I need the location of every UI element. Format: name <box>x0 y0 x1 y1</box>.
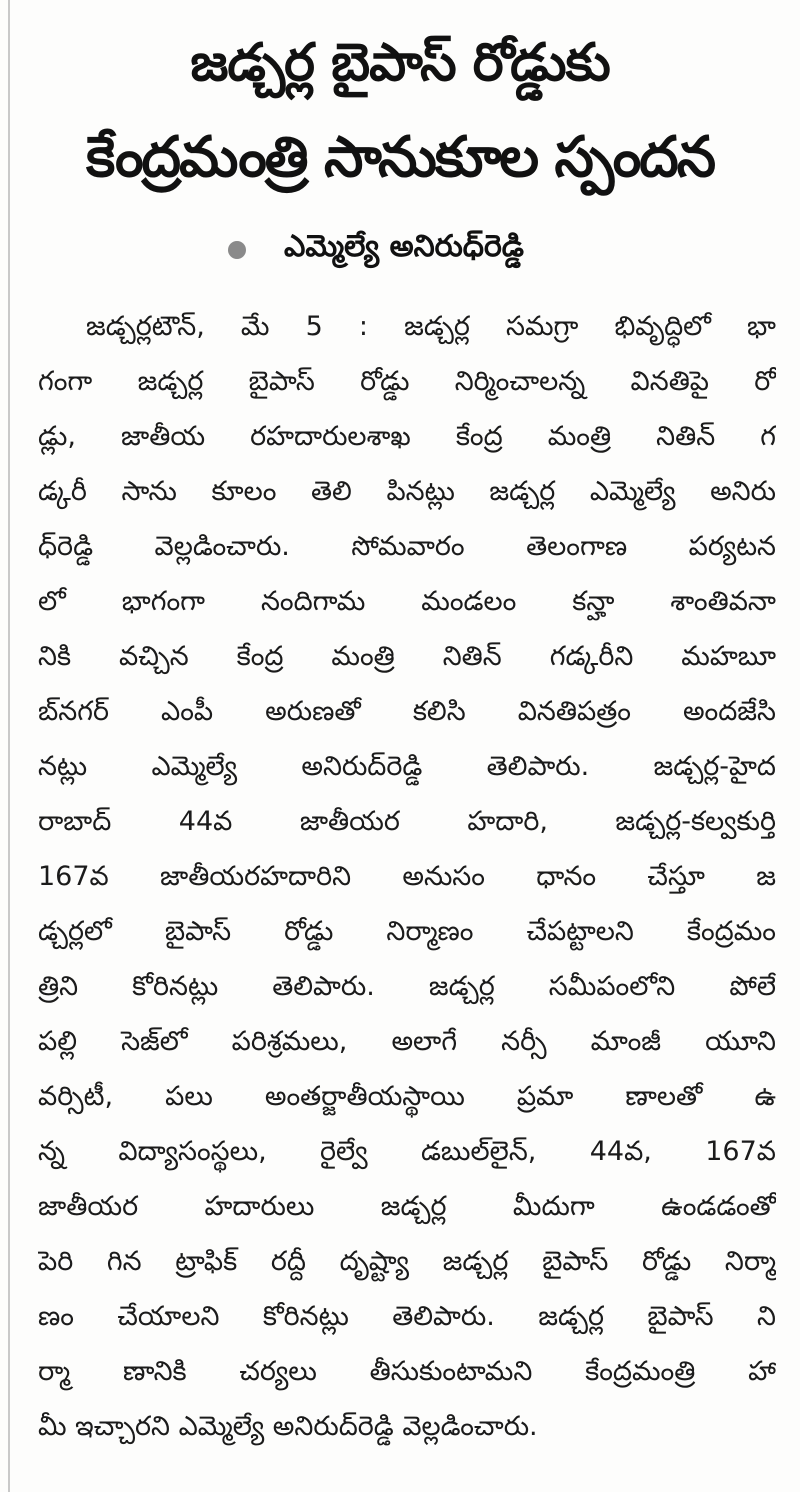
bullet-icon <box>228 241 246 259</box>
byline <box>228 222 524 278</box>
headline-line-1: జడ్చర్ల బైపాస్ రోడ్డుకు <box>190 33 610 93</box>
body-line: జాతీయర హదారులు జడ్చర్ల మీదుగా ఉండడంతో <box>38 1191 776 1222</box>
byline-text: ఎమ్మెల్యే అనిరుధ్‌రెడ్డి <box>284 229 524 264</box>
body-line: 167వ జాతీయరహదారిని అనుసం ధానం చేస్తూ జ <box>38 861 776 892</box>
body-line: గంగా జడ్చర్ల బైపాస్ రోడ్డు నిర్మించాలన్న వినతిపై రో <box>38 366 776 397</box>
column-rule <box>8 0 10 1492</box>
body-line: పల్లి సెజ్‌లో పరిశ్రమలు, అలాగే నర్సీ మాంజీ యూని <box>38 1026 776 1057</box>
body-line: పెరి గిన ట్రాఫిక్ రద్దీ దృష్ట్యా జడ్చర్ల బైపాస్ రోడ్డు నిర్మా <box>38 1246 776 1277</box>
body-line: న్న విద్యాసంస్థలు, రైల్వే డబుల్‌లైన్, 44వ, 167వ <box>38 1136 776 1167</box>
body-line: బ్‌నగర్ ఎంపీ అరుణతో కలిసి వినతిపత్రం అందజేసి <box>38 696 776 727</box>
headline-line-2: కేంద్రమంత్రి సానుకూల స్పందన <box>85 125 715 190</box>
body-line: డ్చర్లలో బైపాస్ రోడ్డు నిర్మాణం చేపట్టాలని కేంద్రమం <box>38 916 776 947</box>
body-line: లో భాగంగా నందిగామ మండలం కన్హా శాంతివనా <box>38 586 776 617</box>
body-line: రాబాద్ 44వ జాతీయర హదారి, జడ్చర్ల-కల్వకుర్తి <box>38 806 776 837</box>
body-line: ర్మా ణానికి చర్యలు తీసుకుంటామని కేంద్రమంత్రి హా <box>38 1356 776 1387</box>
body-line: నట్లు ఎమ్మెల్యే అనిరుద్‌రెడ్డి తెలిపారు. జడ్చర్ల-హైద <box>38 751 776 782</box>
body-line: ధ్‌రెడ్డి వెల్లడించారు. సోమవారం తెలంగాణ పర్యటన <box>38 531 776 562</box>
body-line: డ్కరీ సాను కూలం తెలి పినట్లు జడ్చర్ల ఎమ్మెల్యే అనిరు <box>38 476 776 507</box>
body-line: వర్సిటీ, పలు అంతర్జాతీయస్థాయి ప్రమా ణాలతో ఉ <box>38 1081 776 1112</box>
body-line: డ్లు, జాతీయ రహదారులశాఖ కేంద్ర మంత్రి నితిన్ గ <box>38 421 776 452</box>
body-line: త్రిని కోరినట్లు తెలిపారు. జడ్చర్ల సమీపంలోని పోలే <box>38 971 776 1002</box>
body-line: జడ్చర్లటౌన్, మే 5 : జడ్చర్ల సమగ్రా భివృద్ధిలో భా <box>86 311 776 342</box>
body-line: నికి వచ్చిన కేంద్ర మంత్రి నితిన్ గడ్కరీని మహబూ <box>38 641 776 672</box>
body-line: ణం చేయాలని కోరినట్లు తెలిపారు. జడ్చర్ల బైపాస్ ని <box>38 1301 776 1332</box>
body-line: మీ ఇచ్చారని ఎమ్మెల్యే అనిరుద్‌రెడ్డి వెల్లడించారు. <box>38 1411 538 1442</box>
